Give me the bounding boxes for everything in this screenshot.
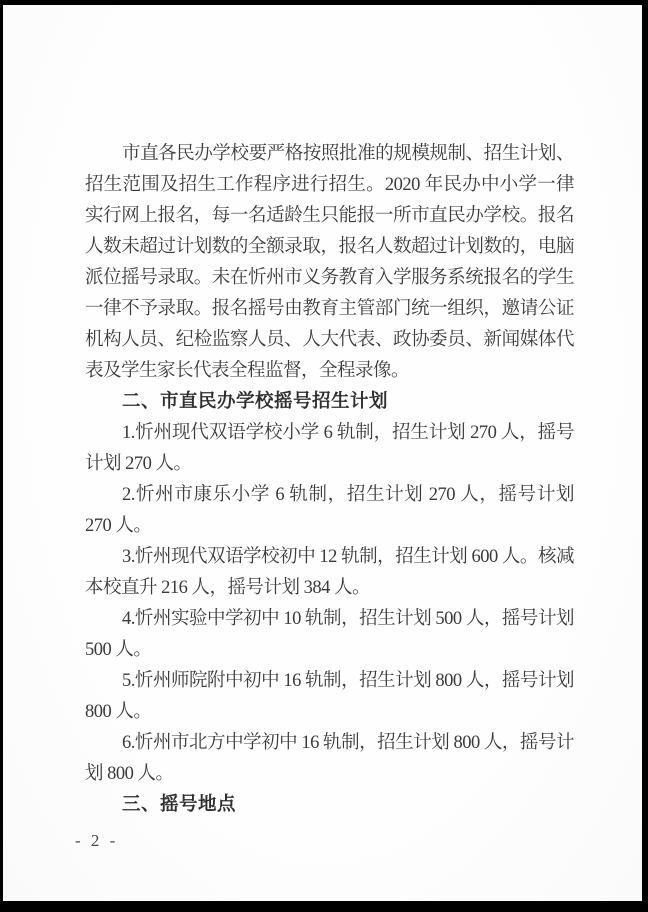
page-number: - 2 - [75, 831, 119, 850]
enrollment-item-6: 6.忻州市北方中学初中 16 轨制，招生计划 800 人，摇号计划 800 人。 [85, 733, 574, 784]
document-body [85, 139, 574, 821]
document-page [3, 5, 642, 901]
enrollment-item-1: 1.忻州现代双语学校小学 6 轨制，招生计划 270 人，摇号计划 270 人。 [85, 423, 574, 474]
enrollment-item-4: 4.忻州实验中学初中 10 轨制，招生计划 500 人，摇号计划 500 人。 [85, 609, 574, 660]
section-2-heading: 二、市直民办学校摇号招生计划 [122, 392, 389, 412]
enrollment-item-3: 3.忻州现代双语学校初中 12 轨制，招生计划 600 人。核减本校直升 216 人，摇号计划 384 人。 [85, 547, 574, 598]
intro-paragraph: 市直各民办学校要严格按照批准的规模规制、招生计划、招生范围及招生工作程序进行招生。2020 年民办中小学一律实行网上报名，每一名适龄生只能报一所市直民办学校。报名人数未超过计划数的全额录取，报名人数超过计划数的，电脑派位摇号录取。未在忻州市义务教育入学服务系统报名的学生一律不予录取。报名摇号由教育主管部门统一组织，邀请公证机构人员、纪检监察人员、人大代表、政协委员、新闻媒体代表及学生家长代表全程监督，全程录像。 [85, 144, 574, 381]
enrollment-item-2: 2.忻州市康乐小学 6 轨制，招生计划 270 人，摇号计划 270 人。 [85, 485, 574, 536]
enrollment-item-5: 5.忻州师院附中初中 16 轨制，招生计划 800 人，摇号计划 800 人。 [85, 671, 574, 722]
section-3-heading: 三、摇号地点 [122, 795, 237, 815]
